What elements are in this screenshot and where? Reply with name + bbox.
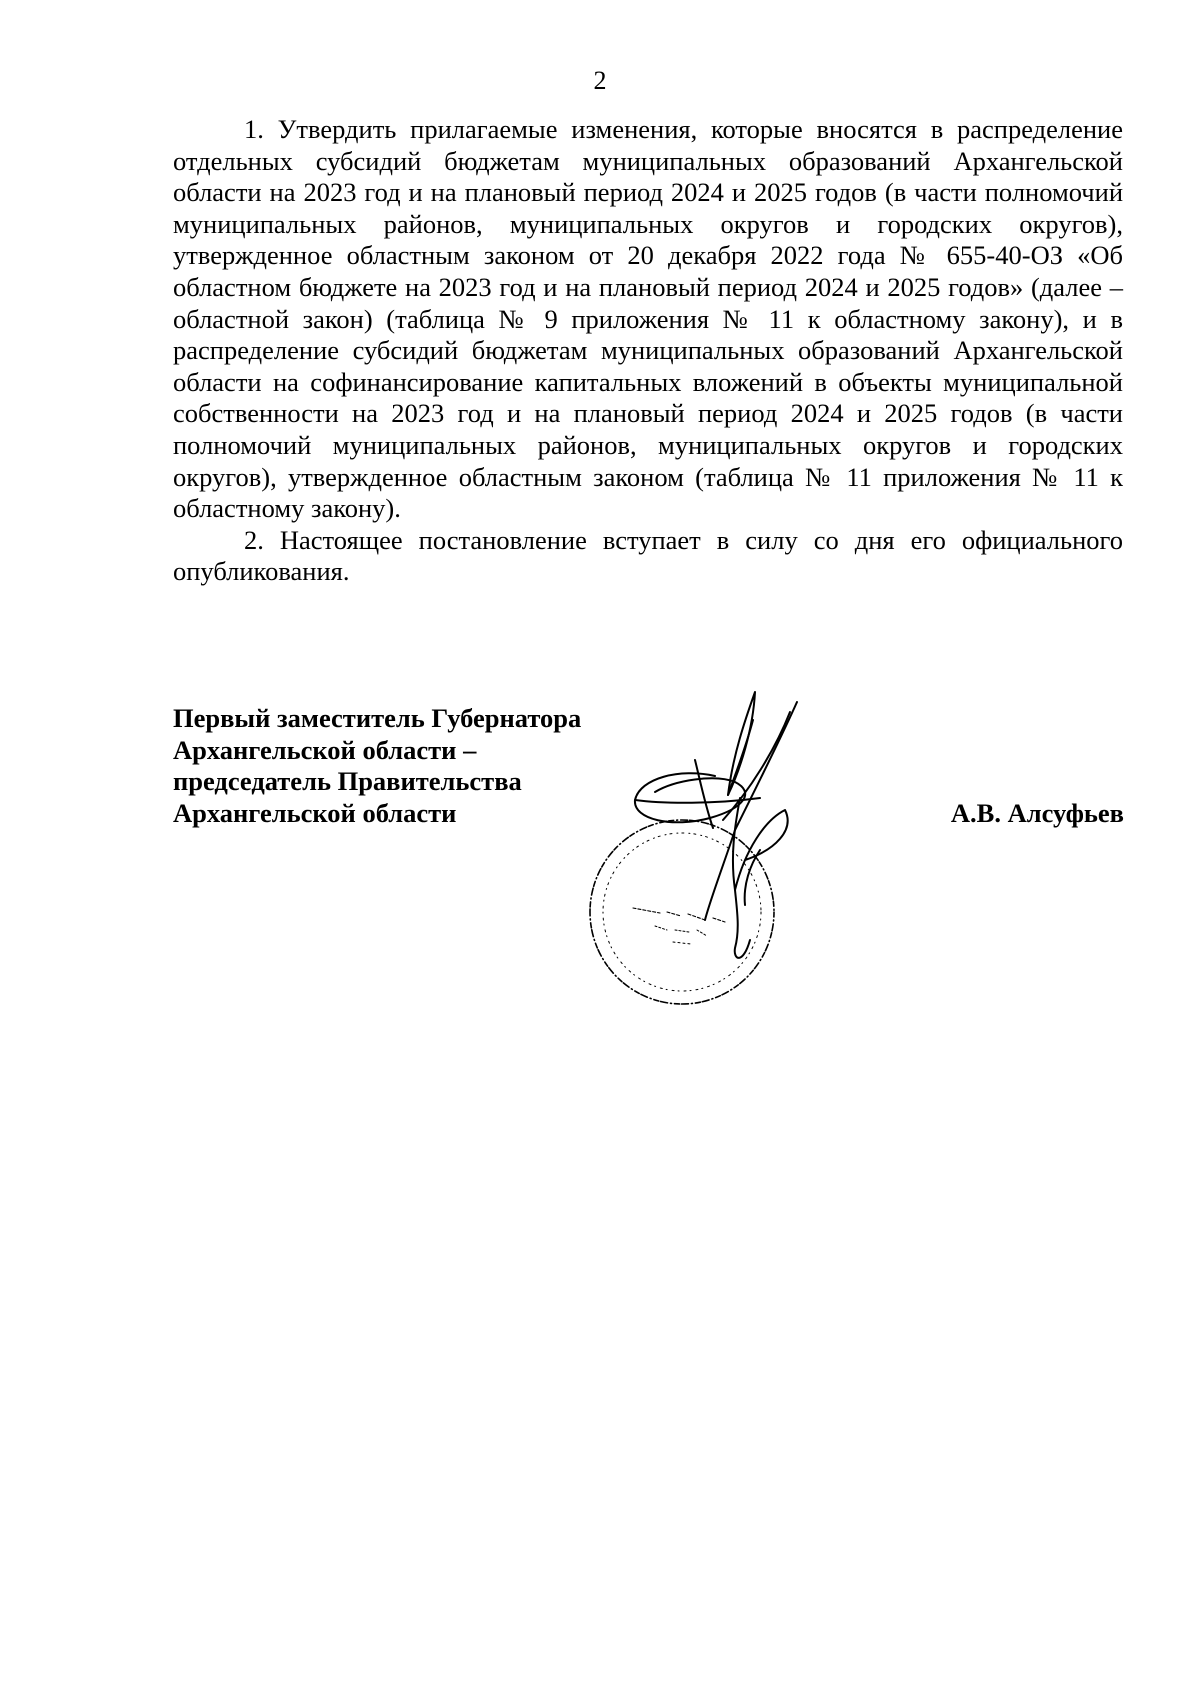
signer-title-line: Первый заместитель Губернатора	[173, 703, 582, 733]
signer-title-line: Архангельской области	[173, 797, 457, 828]
signer-title-line: Архангельской области –	[173, 734, 477, 765]
signer-title	[173, 703, 581, 829]
signer-name: А.В. Алсуфьев	[950, 798, 1124, 828]
signer-title-line: председатель Правительства	[173, 766, 522, 797]
paragraph-2: 2. Настоящее постановление вступает в силу со дня его официального опубликования.	[173, 524, 1123, 587]
handwritten-signature	[635, 692, 797, 958]
body-text	[173, 114, 1123, 588]
page-number: 2	[593, 66, 607, 95]
seal-stamp	[590, 820, 774, 1004]
stamp-and-signature	[585, 680, 850, 1040]
paragraph-1: 1. Утвердить прилагаемые изменения, которые вносятся в распределение отдельных субсидий бюджетам муниципальных образований Архангельской области на 2023 год и на плановый период 2024 и 2025 годов (в части полномочий муниципальных районов, муниципальных округов и городских округов), утвержденное областным законом от 20 декабря 2022 года № 655-40-ОЗ «Об областном бюджете на 2023 год и на плановый период 2024 и 2025 годов» (далее – областной закон) (таблица № 9 приложения № 11 к областному закону), и в распределение субсидий бюджетам муниципальных образований Архангельской области на софинансирование капитальных вложений в объекты муниципальной собственности на 2023 год и на плановый период 2024 и 2025 годов (в части полномочий муниципальных районов, муниципальных округов и городских округов), утвержденное областным законом (таблица № 11 приложения № 11 к областному закону).	[173, 114, 1123, 524]
